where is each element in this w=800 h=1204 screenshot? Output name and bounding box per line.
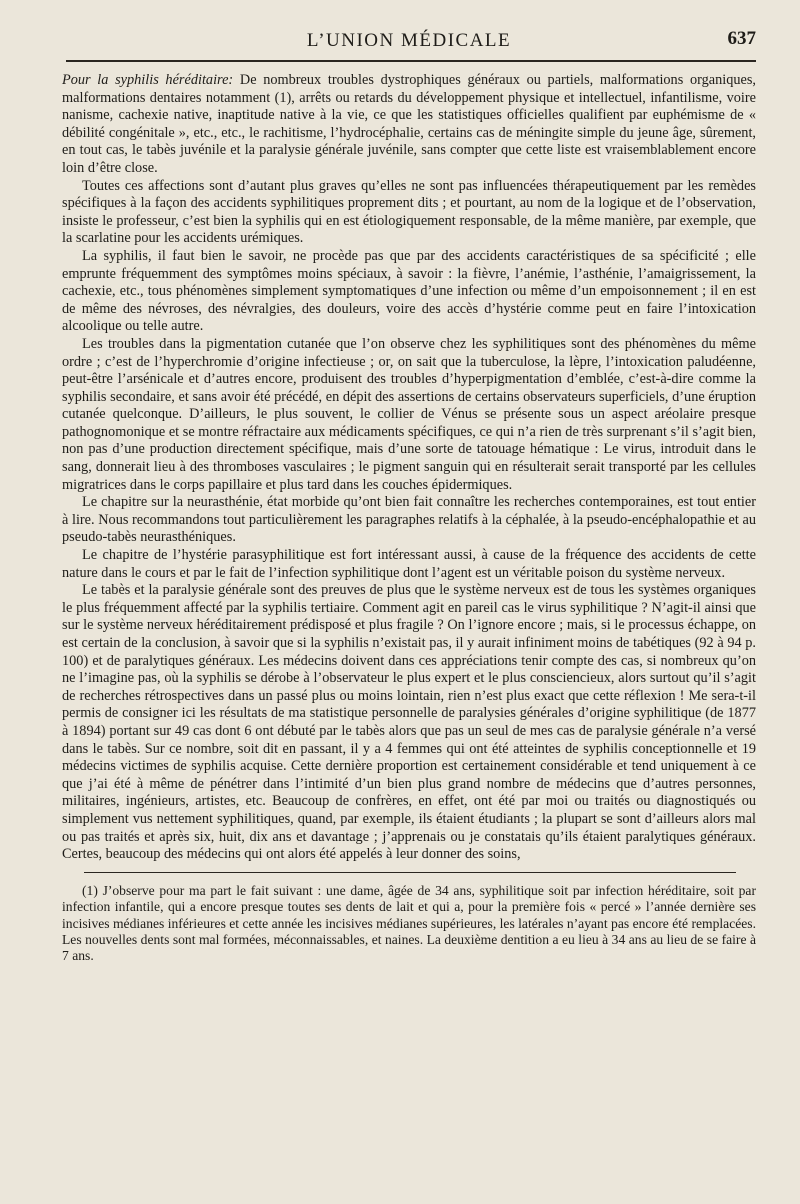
journal-title: L’UNION MÉDICALE xyxy=(306,30,512,51)
section-title: Pour la syphilis héréditaire: xyxy=(62,72,234,88)
article-body xyxy=(62,72,756,864)
paragraph-1-text: De nombreux troubles dystrophiques généraux ou partiels, malformations organiques, malformations dentaires notamment (1), arrêts ou retards du développement physique et intellectuel, infantilisme, voire nanisme, cachexie native, inaptitude native à la vie, ce que les statistiques officielles qualifient par euphémisme de « débilité congénitale », etc., etc., le rachitisme, l’hydrocéphalie, certains cas de méningite simple du jeune âge, sûrement, en tout cas, le tabès juvénile et la paralysie générale juvénile, sans compter que cette liste est vraisemblablement encore loin d’être close. xyxy=(62,72,756,176)
paragraph-5: Le chapitre sur la neurasthénie, état morbide qu’ont bien fait connaître les recherches contemporaines, est tout entier à lire. Nous recommandons tout particulièrement les paragraphes relatifs à la céphalée, à la pseudo-encéphalopathie et au pseudo-tabès neurasthéniques. xyxy=(62,494,756,546)
footnote-text: (1) J’observe pour ma part le fait suivant : une dame, âgée de 34 ans, syphilitique soit par infection héréditaire, soit par infection infantile, qui a encore presque toutes ses dents de lait et qui a, pour la première fois « percé » l’année dernière ses incisives médianes inférieures et cette année les incisives médianes supérieures, les latérales n’ayant pas encore été remplacées. Les nouvelles dents sont mal formées, méconnaissables, et naines. La deuxième dentition a eu lieu à 34 ans au lieu de se faire à 7 ans. xyxy=(62,882,756,964)
running-head xyxy=(62,26,756,56)
paragraph-6: Le chapitre de l’hystérie parasyphilitique est fort intéressant aussi, à cause de la fréquence des accidents de cette nature dans le cours et par le fait de l’infection syphilitique dont l’agent est un véritable poison du système nerveux. xyxy=(62,547,756,581)
page-number: 637 xyxy=(727,28,756,49)
footnote xyxy=(62,883,756,965)
paragraph-3: La syphilis, il faut bien le savoir, ne procède pas que par des accidents caractéristiques de sa spécificité ; elle emprunte fréquemment des symptômes moins spéciaux, à savoir : la fièvre, l’anémie, l’asthénie, l’amaigrissement, la cachexie, etc., tous phénomènes simplement symptomatiques d’une infection ou même d’un empoisonnement ; il en est de même des névroses, des névralgies, des douleurs, voire des accès d’hystérie comme peut en faire l’intoxication alcoolique ou telle autre. xyxy=(62,247,756,335)
footnote-rule xyxy=(84,872,736,873)
paragraph-7: Le tabès et la paralysie générale sont des preuves de plus que le système nerveux est de tous les systèmes organiques le plus fréquemment affecté par la syphilis tertiaire. Comment agit en pareil cas le virus syphilitique ? N’agit-il ainsi que sur le système nerveux héréditairement prédisposé et plus fragile ? On l’ignore encore ; mais, si le processus échappe, on est certain de la conclusion, à savoir que si la syphilis n’existait pas, il y aurait infiniment moins de tabétiques (92 à 94 p. 100) et de paralytiques généraux. Les médecins doivent dans ces appréciations tenir compte des cas, si nombreux qu’on ne l’imagine pas, où la syphilis se dérobe à l’observateur le plus expert et le plus consciencieux, alors surtout qu’il s’agit de recherches rétrospectives dans un passé plus ou moins lointain, rien n’est plus exact que cette réflexion ! Me sera-t-il permis de consigner ici les résultats de ma statistique personnelle de paralysies générales d’origine syphilitique (de 1877 à 1894) portant sur 49 cas dont 6 ont débuté par le tabès alors que pas un seul de mes cas de paralysie générale n’a versé dans le tabès. Sur ce nombre, soit dit en passant, il y a 4 femmes qui ont été atteintes de syphilis conceptionnelle et 19 médecins victimes de syphilis acquise. Cette dernière proportion est certainement considérable et tend uniquement à ce que j’ai été à même de pénétrer dans l’intimité d’un bien plus grand nombre de médecins que d’autres personnes, militaires, ingénieurs, artistes, etc. Beaucoup de confrères, en effet, ont été par moi ou traités ou diagnostiqués ou simplement vus nettement syphilitiques, quand, par exemple, ils étaient étudiants ; la plupart se sont d’ailleurs alors mal ou pas traités et après six, huit, dix ans et davantage ; j’apprenais ou je constatais qu’ils étaient paralytiques généraux. Certes, beaucoup des médecins qui ont alors été appelés à leur donner des soins, xyxy=(62,582,756,863)
header-rule xyxy=(66,60,756,62)
paragraph-1 xyxy=(62,72,756,178)
paragraph-4: Les troubles dans la pigmentation cutanée que l’on observe chez les syphilitiques sont des phénomènes du même ordre ; c’est de l’hyperchromie d’origine infectieuse ; or, on sait que la tuberculose, la lèpre, l’intoxication paludéenne, peut-être l’arsénicale et d’autres encore, produisent des troubles d’hyperpigmentation d’emblée, c’est-à-dire comme la syphilis secondaire, et sans avoir été précédé, en dépit des assertions de certains observateurs superficiels, d’une éruption cutanée quelconque. D’ailleurs, le plus souvent, le collier de Vénus se présente sous un aspect aréolaire presque pathognomonique et se montre réfractaire aux médicaments spécifiques, ce qui n’a rien de très surprenant s’il s’agit bien, non pas d’une production directement spécifique, mais d’une sorte de tatouage hématique : Le virus, introduit dans le sang, donnerait lieu à des thromboses vasculaires ; le pigment sanguin qui en résulterait serait transporté par les cellules migratrices dans le corps papillaire et plus tard dans les couches épidermiques. xyxy=(62,335,756,493)
paragraph-2: Toutes ces affections sont d’autant plus graves qu’elles ne sont pas influencées thérapeutiquement par les remèdes spécifiques à la façon des accidents syphilitiques proprement dits ; et pourtant, au nom de la logique et de l’observation, insiste le professeur, c’est bien la syphilis qui en est étiologiquement responsable, de la même manière, par exemple, que la scarlatine pour les accidents urémiques. xyxy=(62,177,756,247)
